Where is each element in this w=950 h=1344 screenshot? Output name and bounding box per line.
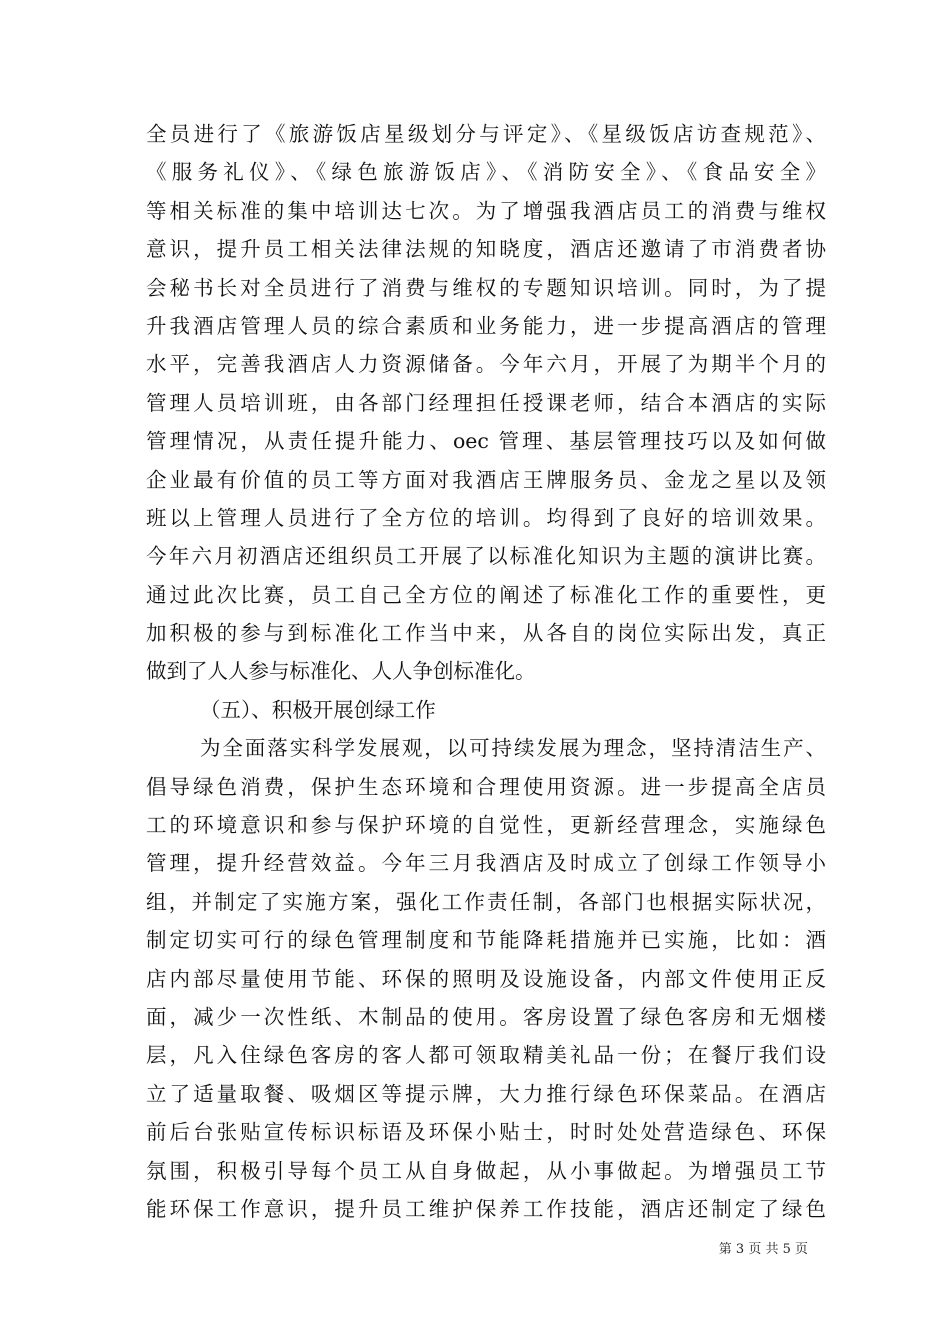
- body-text: [146, 115, 826, 1228]
- text-line: 等相关标准的集中培训达七次。为了增强我酒店员工的消费与维权: [146, 198, 826, 223]
- text-line: 升我酒店管理人员的综合素质和业务能力，进一步提高酒店的管理: [146, 313, 826, 338]
- section-heading: （五）、积极开展创绿工作: [200, 697, 436, 722]
- text-line: 管理人员培训班，由各部门经理担任授课老师，结合本酒店的实际: [146, 390, 826, 415]
- text-line: 管理情况，从责任提升能力、oec 管理、基层管理技巧以及如何做: [146, 429, 826, 454]
- text-line: 管理，提升经营效益。今年三月我酒店及时成立了创绿工作领导小: [146, 851, 826, 876]
- text-line: 前后台张贴宣传标识标语及环保小贴士，时时处处营造绿色、环保: [146, 1120, 826, 1145]
- text-line: 加积极的参与到标准化工作当中来，从各自的岗位实际出发，真正: [146, 621, 826, 646]
- text-line: 水平，完善我酒店人力资源储备。今年六月，开展了为期半个月的: [146, 352, 826, 377]
- text-line: 通过此次比赛，员工自己全方位的阐述了标准化工作的重要性，更: [146, 582, 826, 607]
- text-line: 工的环境意识和参与保护环境的自觉性，更新经营理念，实施绿色: [146, 813, 826, 838]
- text-line: 《服务礼仪》、《绿色旅游饭店》、《消防安全》、《食品安全》: [146, 160, 826, 185]
- text-line: 面，减少一次性纸、木制品的使用。客房设置了绿色客房和无烟楼: [146, 1004, 826, 1029]
- text-line: 为全面落实科学发展观，以可持续发展为理念，坚持清洁生产、: [200, 736, 826, 761]
- text-line: 店内部尽量使用节能、环保的照明及设施设备，内部文件使用正反: [146, 966, 826, 991]
- text-line: 班以上管理人员进行了全方位的培训。均得到了良好的培训效果。: [146, 505, 826, 530]
- text-line: 意识，提升员工相关法律法规的知晓度，酒店还邀请了市消费者协: [146, 237, 826, 262]
- paragraph-training: [146, 115, 826, 691]
- text-line: 能环保工作意识，提升员工维护保养工作技能，酒店还制定了绿色: [146, 1196, 826, 1221]
- text-line: 企业最有价值的员工等方面对我酒店王牌服务员、金龙之星以及领: [146, 467, 826, 492]
- page-footer: 第 3 页 共 5 页: [718, 1242, 808, 1257]
- text-line: 层，凡入住绿色客房的客人都可领取精美礼品一份；在餐厅我们设: [146, 1043, 826, 1068]
- text-line: 氛围，积极引导每个员工从自身做起，从小事做起。为增强员工节: [146, 1158, 826, 1183]
- text-line: 做到了人人参与标准化、人人争创标准化。: [146, 659, 536, 684]
- text-line: 今年六月初酒店还组织员工开展了以标准化知识为主题的演讲比赛。: [146, 544, 826, 569]
- paragraph-green-work: [146, 729, 826, 1228]
- text-line: 全员进行了《旅游饭店星级划分与评定》、《星级饭店访查规范》、: [146, 122, 826, 146]
- text-line: 组，并制定了实施方案，强化工作责任制，各部门也根据实际状况，: [146, 889, 826, 914]
- text-line: 倡导绿色消费，保护生态环境和合理使用资源。进一步提高全店员: [146, 774, 826, 799]
- text-line: 会秘书长对全员进行了消费与维权的专题知识培训。同时，为了提: [146, 275, 826, 300]
- text-line: 立了适量取餐、吸烟区等提示牌，大力推行绿色环保菜品。在酒店: [146, 1081, 826, 1106]
- text-line: 制定切实可行的绿色管理制度和节能降耗措施并已实施，比如：酒: [146, 928, 826, 953]
